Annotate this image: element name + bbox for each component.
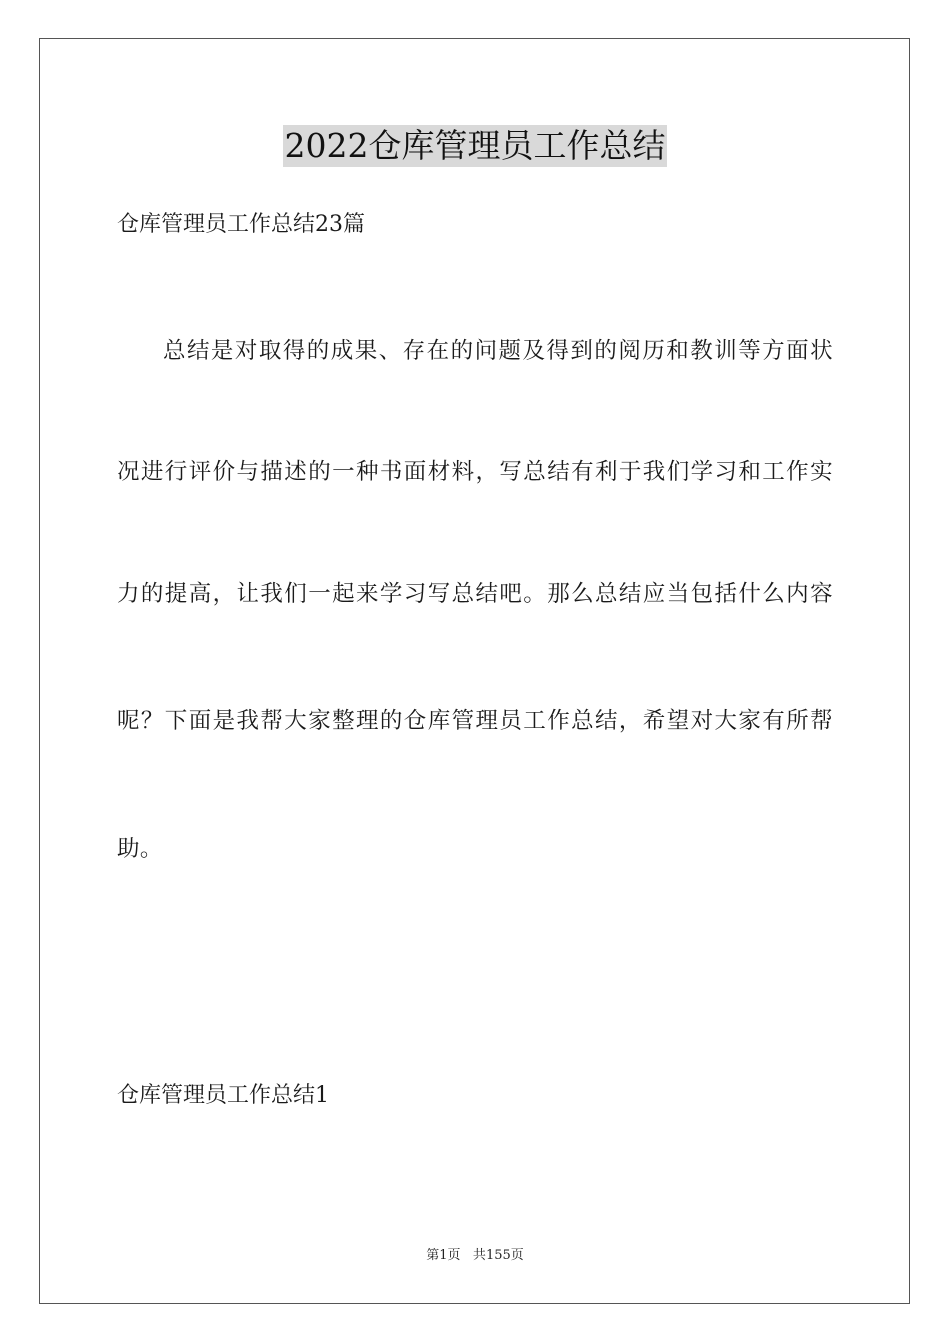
page-label-suffix: 页 — [447, 1248, 461, 1263]
paragraph-line: 力的提高，让我们一起来学习写总结吧。那么总结应当包括什么内容 — [117, 581, 833, 607]
page-footer — [0, 1247, 950, 1265]
section-heading: 仓库管理员工作总结1 — [117, 1083, 329, 1108]
total-pages: 155 — [485, 1248, 511, 1263]
page-number: 1 — [439, 1248, 448, 1263]
paragraph-line: 总结是对取得的成果、存在的问题及得到的阅历和教训等方面状 — [163, 338, 833, 364]
document-subtitle: 仓库管理员工作总结23篇 — [117, 212, 365, 237]
paragraph-line: 呢？下面是我帮大家整理的仓库管理员工作总结，希望对大家有所帮 — [117, 708, 833, 734]
total-pages-prefix: 共 — [472, 1248, 486, 1263]
paragraph-line: 况进行评价与描述的一种书面材料，写总结有利于我们学习和工作实 — [117, 459, 833, 485]
paragraph-line: 助。 — [117, 836, 163, 862]
title-container — [0, 125, 950, 167]
total-pages-suffix: 页 — [510, 1248, 524, 1263]
page-label-prefix: 第 — [426, 1248, 440, 1263]
document-title: 2022仓库管理员工作总结 — [284, 126, 666, 165]
